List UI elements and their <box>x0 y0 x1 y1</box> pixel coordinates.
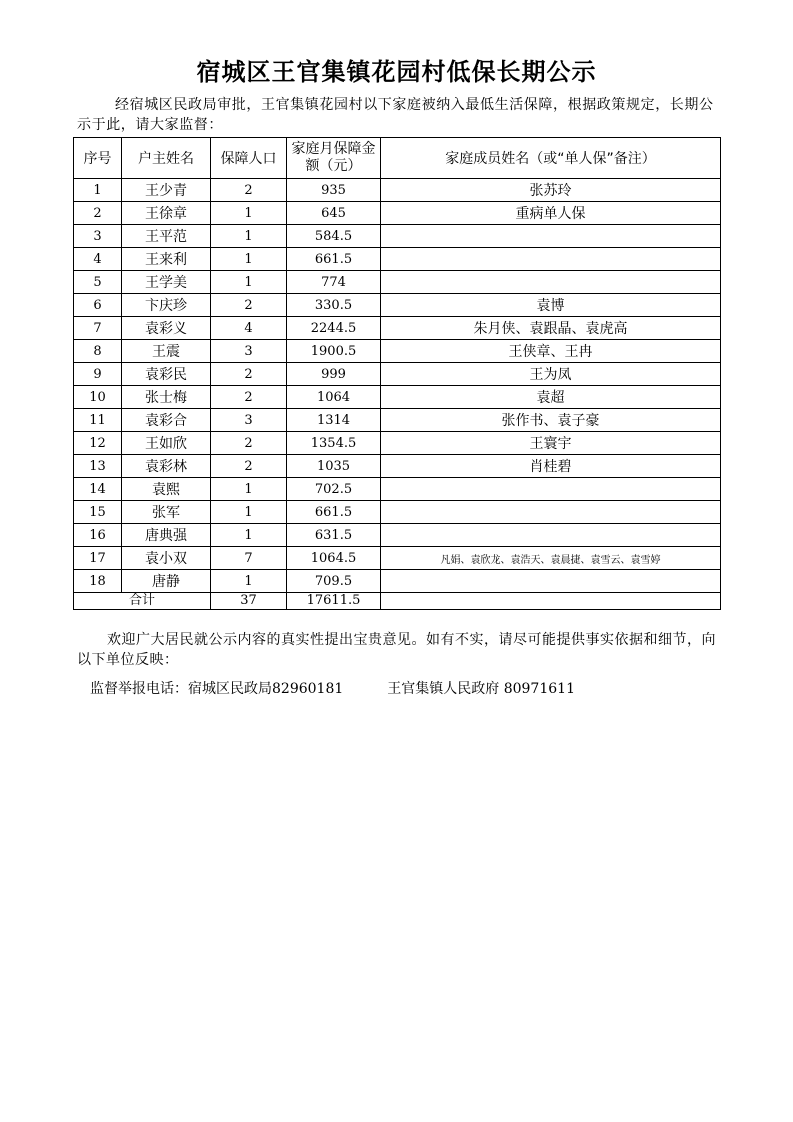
table-row <box>74 294 721 317</box>
row-head-name: 王徐章 <box>122 202 211 225</box>
row-seq: 6 <box>74 294 122 317</box>
row-seq: 1 <box>74 179 122 202</box>
subsidy-roster-table <box>73 137 721 610</box>
row-amount: 631.5 <box>287 524 381 547</box>
total-row <box>74 593 721 610</box>
row-count: 3 <box>211 409 287 432</box>
row-head-name: 张士梅 <box>122 386 211 409</box>
row-count: 1 <box>211 570 287 593</box>
row-members: 张作书、袁子豪 <box>381 409 721 432</box>
table-row <box>74 547 721 570</box>
table-header-row <box>74 138 721 179</box>
row-amount: 1035 <box>287 455 381 478</box>
row-count: 1 <box>211 248 287 271</box>
feedback-notice: 欢迎广大居民就公示内容的真实性提出宝贵意见。如有不实，请尽可能提供事实依据和细节，向以下单位反映： <box>77 632 716 668</box>
total-amount: 17611.5 <box>287 593 381 610</box>
row-members <box>381 225 721 248</box>
row-head-name: 袁彩民 <box>122 363 211 386</box>
row-seq: 11 <box>74 409 122 432</box>
hotline-line <box>90 679 730 699</box>
hotline-prefix: 监督举报电话： <box>90 681 188 697</box>
header-amount: 家庭月保障金额（元） <box>287 138 381 179</box>
row-members <box>381 524 721 547</box>
row-head-name: 王学美 <box>122 271 211 294</box>
row-head-name: 袁小双 <box>122 547 211 570</box>
header-head-name: 户主姓名 <box>122 138 211 179</box>
row-seq: 14 <box>74 478 122 501</box>
row-members <box>381 248 721 271</box>
hotline-civil-affairs: 宿城区民政局82960181 <box>188 681 344 697</box>
row-members: 凡娟、袁欣龙、袁浩天、袁晨捷、袁雪云、袁雪婷 <box>381 547 721 570</box>
row-count: 2 <box>211 179 287 202</box>
row-count: 2 <box>211 455 287 478</box>
row-head-name: 王少青 <box>122 179 211 202</box>
row-seq: 8 <box>74 340 122 363</box>
table-row <box>74 363 721 386</box>
table-row <box>74 478 721 501</box>
intro-paragraph: 经宿城区民政局审批，王官集镇花园村以下家庭被纳入最低生活保障，根据政策规定，长期公示于此，请大家监督： <box>77 97 714 133</box>
row-head-name: 卞庆珍 <box>122 294 211 317</box>
row-amount: 2244.5 <box>287 317 381 340</box>
row-amount: 661.5 <box>287 501 381 524</box>
header-members: 家庭成员姓名（或“单人保”备注） <box>381 138 721 179</box>
row-head-name: 王平范 <box>122 225 211 248</box>
table-row <box>74 271 721 294</box>
row-amount: 1900.5 <box>287 340 381 363</box>
row-seq: 18 <box>74 570 122 593</box>
row-count: 2 <box>211 432 287 455</box>
row-seq: 12 <box>74 432 122 455</box>
row-amount: 584.5 <box>287 225 381 248</box>
row-count: 2 <box>211 386 287 409</box>
table-row <box>74 409 721 432</box>
table-row <box>74 570 721 593</box>
table-row <box>74 225 721 248</box>
row-amount: 999 <box>287 363 381 386</box>
table-row <box>74 386 721 409</box>
table-row <box>74 524 721 547</box>
table-row <box>74 432 721 455</box>
row-seq: 16 <box>74 524 122 547</box>
row-members: 王寰宇 <box>381 432 721 455</box>
row-head-name: 张军 <box>122 501 211 524</box>
row-members: 重病单人保 <box>381 202 721 225</box>
row-amount: 645 <box>287 202 381 225</box>
row-seq: 3 <box>74 225 122 248</box>
row-seq: 2 <box>74 202 122 225</box>
row-count: 1 <box>211 501 287 524</box>
row-seq: 7 <box>74 317 122 340</box>
row-amount: 774 <box>287 271 381 294</box>
row-count: 1 <box>211 478 287 501</box>
row-members: 王侠章、王冉 <box>381 340 721 363</box>
row-head-name: 袁彩义 <box>122 317 211 340</box>
row-head-name: 袁彩合 <box>122 409 211 432</box>
row-count: 1 <box>211 202 287 225</box>
row-members: 王为凤 <box>381 363 721 386</box>
table-row <box>74 179 721 202</box>
row-seq: 17 <box>74 547 122 570</box>
row-head-name: 王来利 <box>122 248 211 271</box>
row-amount: 661.5 <box>287 248 381 271</box>
row-count: 1 <box>211 524 287 547</box>
row-members: 朱月侠、袁跟晶、袁虎高 <box>381 317 721 340</box>
row-head-name: 唐静 <box>122 570 211 593</box>
row-count: 7 <box>211 547 287 570</box>
row-amount: 1314 <box>287 409 381 432</box>
table-row <box>74 501 721 524</box>
row-members <box>381 501 721 524</box>
row-seq: 4 <box>74 248 122 271</box>
row-count: 4 <box>211 317 287 340</box>
row-head-name: 袁彩林 <box>122 455 211 478</box>
total-label: 合计 <box>74 593 211 610</box>
row-head-name: 唐典强 <box>122 524 211 547</box>
row-count: 3 <box>211 340 287 363</box>
row-amount: 1064.5 <box>287 547 381 570</box>
row-head-name: 王震 <box>122 340 211 363</box>
row-members <box>381 478 721 501</box>
table-row <box>74 248 721 271</box>
table-row <box>74 455 721 478</box>
row-count: 1 <box>211 271 287 294</box>
row-count: 2 <box>211 363 287 386</box>
table-row <box>74 202 721 225</box>
row-head-name: 王如欣 <box>122 432 211 455</box>
row-members <box>381 271 721 294</box>
row-members: 袁博 <box>381 294 721 317</box>
row-seq: 9 <box>74 363 122 386</box>
row-head-name: 袁熙 <box>122 478 211 501</box>
row-seq: 10 <box>74 386 122 409</box>
row-seq: 5 <box>74 271 122 294</box>
table-row <box>74 317 721 340</box>
page-title: 宿城区王官集镇花园村低保长期公示 <box>196 58 597 86</box>
row-members: 肖桂碧 <box>381 455 721 478</box>
row-amount: 1354.5 <box>287 432 381 455</box>
row-amount: 702.5 <box>287 478 381 501</box>
total-members <box>381 593 721 610</box>
row-seq: 13 <box>74 455 122 478</box>
row-members <box>381 570 721 593</box>
hotline-town-government: 王官集镇人民政府 80971611 <box>387 681 575 697</box>
row-count: 2 <box>211 294 287 317</box>
row-seq: 15 <box>74 501 122 524</box>
row-amount: 330.5 <box>287 294 381 317</box>
row-amount: 1064 <box>287 386 381 409</box>
header-seq: 序号 <box>74 138 122 179</box>
row-amount: 709.5 <box>287 570 381 593</box>
row-members: 张苏玲 <box>381 179 721 202</box>
total-count: 37 <box>211 593 287 610</box>
row-amount: 935 <box>287 179 381 202</box>
row-members: 袁超 <box>381 386 721 409</box>
table-row <box>74 340 721 363</box>
header-count: 保障人口 <box>211 138 287 179</box>
row-count: 1 <box>211 225 287 248</box>
